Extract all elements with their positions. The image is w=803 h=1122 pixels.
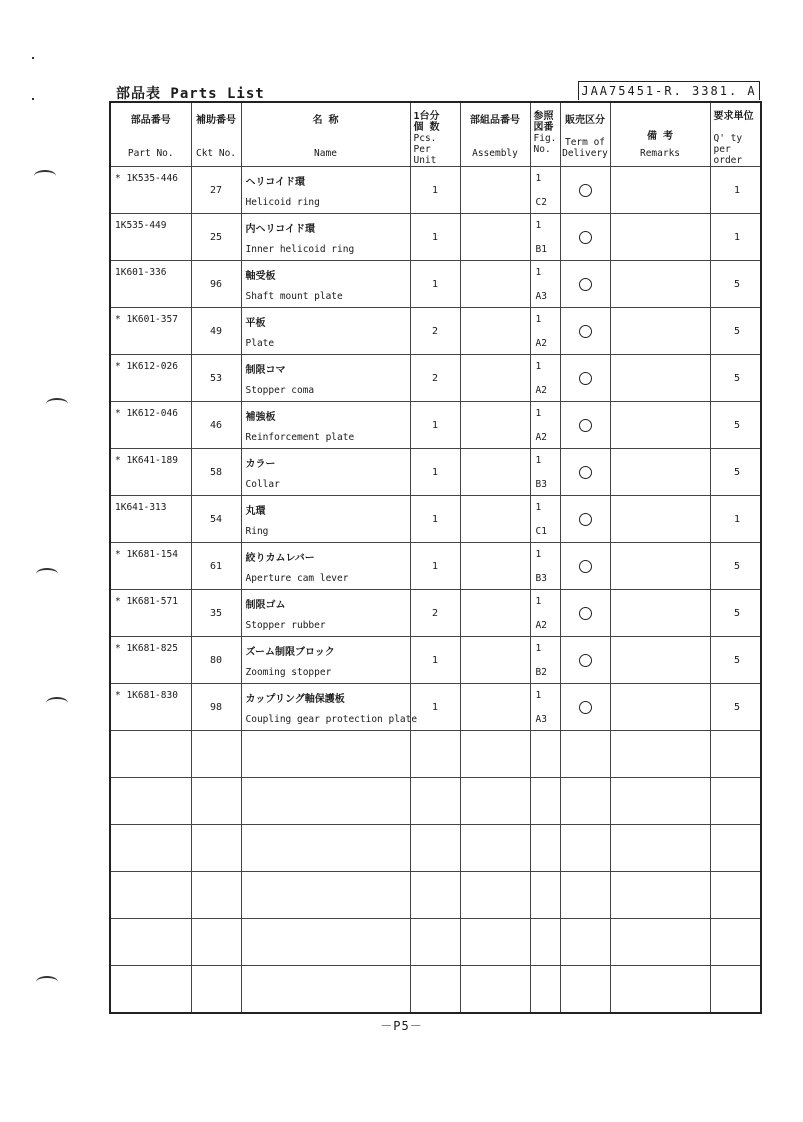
cell-assembly (460, 543, 530, 590)
table-row (110, 684, 761, 731)
cell-remarks (610, 590, 710, 637)
cell-fig-no: 1 A3 (530, 684, 560, 731)
cell-term-of-delivery (560, 308, 610, 355)
cell-fig-no (530, 825, 560, 872)
cell-fig-no: 1 A3 (530, 261, 560, 308)
table-row (110, 731, 761, 778)
delivery-available-mark (579, 607, 592, 620)
cell-remarks (610, 261, 710, 308)
cell-order-qty (710, 919, 761, 966)
cell-part-no (110, 778, 191, 825)
cell-remarks (610, 496, 710, 543)
cell-name: 絞りカムレバー Aperture cam lever (241, 543, 410, 590)
cell-part-no: * 1K681-825 (110, 637, 191, 684)
cell-remarks (610, 966, 710, 1014)
cell-part-no: 1K641-313 (110, 496, 191, 543)
table-row (110, 261, 761, 308)
table-header-row (110, 102, 761, 167)
cell-fig-no: 1 B3 (530, 543, 560, 590)
cell-assembly (460, 966, 530, 1014)
header-order-qty: 要求単位 Q' ty per order (710, 102, 761, 167)
cell-fig-no: 1 A2 (530, 355, 560, 402)
cell-assembly (460, 496, 530, 543)
cell-pcs-per-unit: 1 (410, 637, 460, 684)
cell-part-no: * 1K535-446 (110, 167, 191, 214)
cell-order-qty: 5 (710, 637, 761, 684)
cell-pcs-per-unit: 1 (410, 214, 460, 261)
cell-order-qty: 5 (710, 590, 761, 637)
cell-assembly (460, 919, 530, 966)
cell-part-no: * 1K641-189 (110, 449, 191, 496)
cell-pcs-per-unit (410, 731, 460, 778)
cell-fig-no: 1 A2 (530, 590, 560, 637)
cell-pcs-per-unit (410, 919, 460, 966)
cell-part-no (110, 825, 191, 872)
cell-term-of-delivery (560, 261, 610, 308)
cell-pcs-per-unit (410, 872, 460, 919)
cell-ckt-no (191, 825, 241, 872)
cell-pcs-per-unit: 1 (410, 402, 460, 449)
cell-pcs-per-unit: 2 (410, 308, 460, 355)
cell-assembly (460, 449, 530, 496)
cell-name: 軸受板 Shaft mount plate (241, 261, 410, 308)
cell-ckt-no: 46 (191, 402, 241, 449)
cell-ckt-no: 96 (191, 261, 241, 308)
document-number: JAA75451-R. 3381. A (578, 81, 760, 100)
cell-assembly (460, 637, 530, 684)
delivery-available-mark (579, 372, 592, 385)
cell-pcs-per-unit: 2 (410, 355, 460, 402)
table-row (110, 543, 761, 590)
cell-assembly (460, 684, 530, 731)
cell-order-qty: 1 (710, 167, 761, 214)
cell-part-no: * 1K681-571 (110, 590, 191, 637)
cell-ckt-no: 49 (191, 308, 241, 355)
cell-name (241, 872, 410, 919)
cell-ckt-no (191, 872, 241, 919)
cell-part-no (110, 872, 191, 919)
cell-name (241, 919, 410, 966)
cell-assembly (460, 214, 530, 261)
delivery-available-mark (579, 184, 592, 197)
table-row (110, 355, 761, 402)
cell-name: カラー Collar (241, 449, 410, 496)
cell-order-qty: 1 (710, 214, 761, 261)
cell-ckt-no (191, 778, 241, 825)
cell-pcs-per-unit: 1 (410, 684, 460, 731)
delivery-available-mark (579, 654, 592, 667)
cell-ckt-no: 27 (191, 167, 241, 214)
cell-assembly (460, 355, 530, 402)
cell-fig-no: 1 C1 (530, 496, 560, 543)
cell-term-of-delivery (560, 778, 610, 825)
delivery-available-mark (579, 231, 592, 244)
cell-remarks (610, 355, 710, 402)
cell-ckt-no: 35 (191, 590, 241, 637)
cell-part-no: * 1K681-154 (110, 543, 191, 590)
cell-term-of-delivery (560, 825, 610, 872)
cell-fig-no: 1 B3 (530, 449, 560, 496)
cell-pcs-per-unit (410, 966, 460, 1014)
punch-hole-mark (36, 976, 58, 988)
cell-name: 補強板 Reinforcement plate (241, 402, 410, 449)
cell-ckt-no: 61 (191, 543, 241, 590)
cell-part-no: * 1K601-357 (110, 308, 191, 355)
cell-name: ズーム制限ブロック Zooming stopper (241, 637, 410, 684)
cell-remarks (610, 167, 710, 214)
cell-part-no (110, 919, 191, 966)
cell-term-of-delivery (560, 919, 610, 966)
cell-name (241, 731, 410, 778)
cell-remarks (610, 778, 710, 825)
cell-pcs-per-unit: 1 (410, 167, 460, 214)
cell-pcs-per-unit: 1 (410, 543, 460, 590)
cell-name: 内ヘリコイド環 Inner helicoid ring (241, 214, 410, 261)
cell-term-of-delivery (560, 731, 610, 778)
cell-fig-no: 1 C2 (530, 167, 560, 214)
cell-ckt-no: 53 (191, 355, 241, 402)
cell-term-of-delivery (560, 355, 610, 402)
cell-pcs-per-unit (410, 825, 460, 872)
cell-remarks (610, 402, 710, 449)
table-row (110, 778, 761, 825)
cell-name: 平板 Plate (241, 308, 410, 355)
cell-assembly (460, 402, 530, 449)
cell-term-of-delivery (560, 543, 610, 590)
cell-fig-no: 1 B1 (530, 214, 560, 261)
cell-name: カップリング軸保護板 Coupling gear protection plate (241, 684, 410, 731)
cell-order-qty: 5 (710, 355, 761, 402)
cell-name: ヘリコイド環 Helicoid ring (241, 167, 410, 214)
delivery-available-mark (579, 560, 592, 573)
header-assembly: 部組品番号 Assembly (460, 102, 530, 167)
cell-assembly (460, 167, 530, 214)
scan-mark (32, 57, 34, 59)
table-row (110, 449, 761, 496)
cell-part-no (110, 731, 191, 778)
cell-ckt-no: 80 (191, 637, 241, 684)
cell-pcs-per-unit: 1 (410, 449, 460, 496)
cell-part-no: 1K601-336 (110, 261, 191, 308)
header-pcs-per-unit: 1台分 個 数 Pcs. Per Unit (410, 102, 460, 167)
punch-hole-mark (34, 170, 56, 182)
cell-fig-no (530, 731, 560, 778)
header-name: 名 称 Name (241, 102, 410, 167)
cell-assembly (460, 778, 530, 825)
cell-pcs-per-unit: 1 (410, 261, 460, 308)
cell-ckt-no (191, 731, 241, 778)
cell-ckt-no (191, 919, 241, 966)
cell-ckt-no: 25 (191, 214, 241, 261)
cell-assembly (460, 590, 530, 637)
cell-name: 丸環 Ring (241, 496, 410, 543)
cell-order-qty (710, 778, 761, 825)
cell-fig-no (530, 966, 560, 1014)
cell-ckt-no: 58 (191, 449, 241, 496)
table-row (110, 825, 761, 872)
cell-order-qty (710, 966, 761, 1014)
cell-fig-no: 1 A2 (530, 308, 560, 355)
cell-remarks (610, 308, 710, 355)
table-row (110, 637, 761, 684)
cell-order-qty: 5 (710, 261, 761, 308)
table-row (110, 919, 761, 966)
page-title: 部品表 Parts List (116, 86, 265, 102)
cell-fig-no (530, 872, 560, 919)
delivery-available-mark (579, 419, 592, 432)
cell-order-qty (710, 731, 761, 778)
cell-term-of-delivery (560, 684, 610, 731)
cell-term-of-delivery (560, 402, 610, 449)
table-row (110, 872, 761, 919)
delivery-available-mark (579, 701, 592, 714)
table-row (110, 966, 761, 1014)
cell-fig-no (530, 919, 560, 966)
header-term-of-delivery: 販売区分 Term of Delivery (560, 102, 610, 167)
cell-assembly (460, 731, 530, 778)
cell-ckt-no: 54 (191, 496, 241, 543)
delivery-available-mark (579, 513, 592, 526)
scan-mark (32, 98, 34, 100)
table-row (110, 167, 761, 214)
cell-part-no: * 1K612-026 (110, 355, 191, 402)
cell-term-of-delivery (560, 966, 610, 1014)
parts-list-table (109, 101, 762, 1014)
table-row (110, 590, 761, 637)
cell-order-qty (710, 872, 761, 919)
cell-name: 制限ゴム Stopper rubber (241, 590, 410, 637)
cell-remarks (610, 684, 710, 731)
cell-assembly (460, 872, 530, 919)
cell-name (241, 778, 410, 825)
table-row (110, 496, 761, 543)
delivery-available-mark (579, 466, 592, 479)
cell-fig-no (530, 778, 560, 825)
cell-term-of-delivery (560, 214, 610, 261)
cell-order-qty: 1 (710, 496, 761, 543)
cell-name (241, 825, 410, 872)
header-fig-no: 参照 図番 Fig. No. (530, 102, 560, 167)
cell-remarks (610, 449, 710, 496)
cell-term-of-delivery (560, 449, 610, 496)
cell-remarks (610, 637, 710, 684)
cell-pcs-per-unit: 1 (410, 496, 460, 543)
cell-remarks (610, 543, 710, 590)
table-row (110, 214, 761, 261)
cell-assembly (460, 308, 530, 355)
punch-hole-mark (46, 398, 68, 410)
cell-part-no: * 1K681-830 (110, 684, 191, 731)
delivery-available-mark (579, 278, 592, 291)
table-row (110, 402, 761, 449)
cell-term-of-delivery (560, 872, 610, 919)
cell-remarks (610, 919, 710, 966)
cell-term-of-delivery (560, 167, 610, 214)
header-part-no: 部品番号 Part No. (110, 102, 191, 167)
cell-order-qty: 5 (710, 543, 761, 590)
page-number: －P5－ (380, 1019, 423, 1033)
delivery-available-mark (579, 325, 592, 338)
cell-name: 制限コマ Stopper coma (241, 355, 410, 402)
table-row (110, 308, 761, 355)
cell-order-qty: 5 (710, 449, 761, 496)
cell-ckt-no: 98 (191, 684, 241, 731)
cell-order-qty: 5 (710, 684, 761, 731)
cell-remarks (610, 872, 710, 919)
punch-hole-mark (46, 697, 68, 709)
cell-remarks (610, 825, 710, 872)
header-ckt-no: 補助番号 Ckt No. (191, 102, 241, 167)
cell-fig-no: 1 A2 (530, 402, 560, 449)
cell-term-of-delivery (560, 496, 610, 543)
cell-term-of-delivery (560, 637, 610, 684)
punch-hole-mark (36, 568, 58, 580)
cell-assembly (460, 261, 530, 308)
cell-name (241, 966, 410, 1014)
cell-term-of-delivery (560, 590, 610, 637)
cell-part-no: 1K535-449 (110, 214, 191, 261)
cell-order-qty: 5 (710, 402, 761, 449)
cell-part-no (110, 966, 191, 1014)
cell-order-qty (710, 825, 761, 872)
cell-part-no: * 1K612-046 (110, 402, 191, 449)
cell-remarks (610, 731, 710, 778)
cell-order-qty: 5 (710, 308, 761, 355)
cell-remarks (610, 214, 710, 261)
cell-assembly (460, 825, 530, 872)
cell-fig-no: 1 B2 (530, 637, 560, 684)
cell-pcs-per-unit: 2 (410, 590, 460, 637)
header-remarks: 備 考 Remarks (610, 102, 710, 167)
cell-pcs-per-unit (410, 778, 460, 825)
cell-ckt-no (191, 966, 241, 1014)
